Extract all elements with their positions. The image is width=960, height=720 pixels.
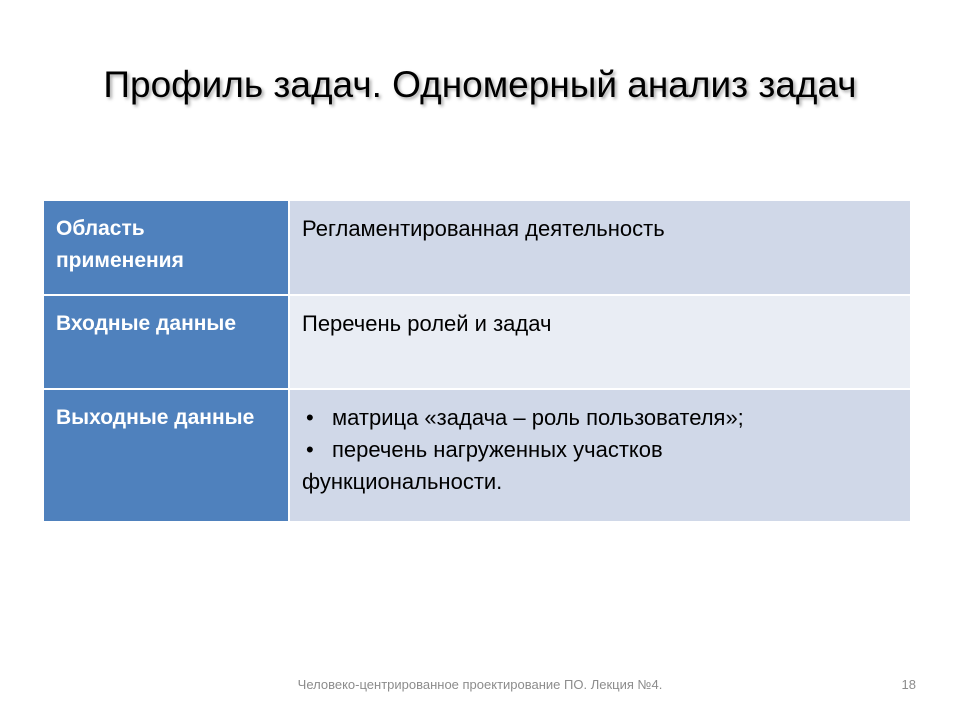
row-header-application-area: Область применения <box>44 201 289 295</box>
list-item <box>302 434 898 466</box>
row-value-input-data: Перечень ролей и задач <box>289 295 910 389</box>
row-header-input-data: Входные данные <box>44 295 289 389</box>
bullet-dot-icon: • <box>306 437 314 462</box>
page-number: 18 <box>901 677 916 692</box>
list-item <box>302 402 898 434</box>
row-value-application-area: Регламентированная деятельность <box>289 201 910 295</box>
bullet-continuation: функциональности. <box>302 469 503 494</box>
table-row <box>44 295 910 389</box>
row-header-output-data: Выходные данные <box>44 389 289 521</box>
bullet-dot-icon: • <box>306 405 314 430</box>
table-row <box>44 389 910 521</box>
task-profile-table <box>44 201 910 521</box>
output-bullet-list <box>302 402 898 498</box>
footer-text: Человеко-центрированное проектирование ПО. Лекция №4. <box>297 677 663 692</box>
table-row <box>44 201 910 295</box>
bullet-text: перечень нагруженных участков <box>332 437 663 462</box>
row-value-output-data <box>289 389 910 521</box>
slide-title: Профиль задач. Одномерный анализ задач <box>103 64 857 105</box>
bullet-text: матрица «задача – роль пользователя»; <box>332 405 744 430</box>
